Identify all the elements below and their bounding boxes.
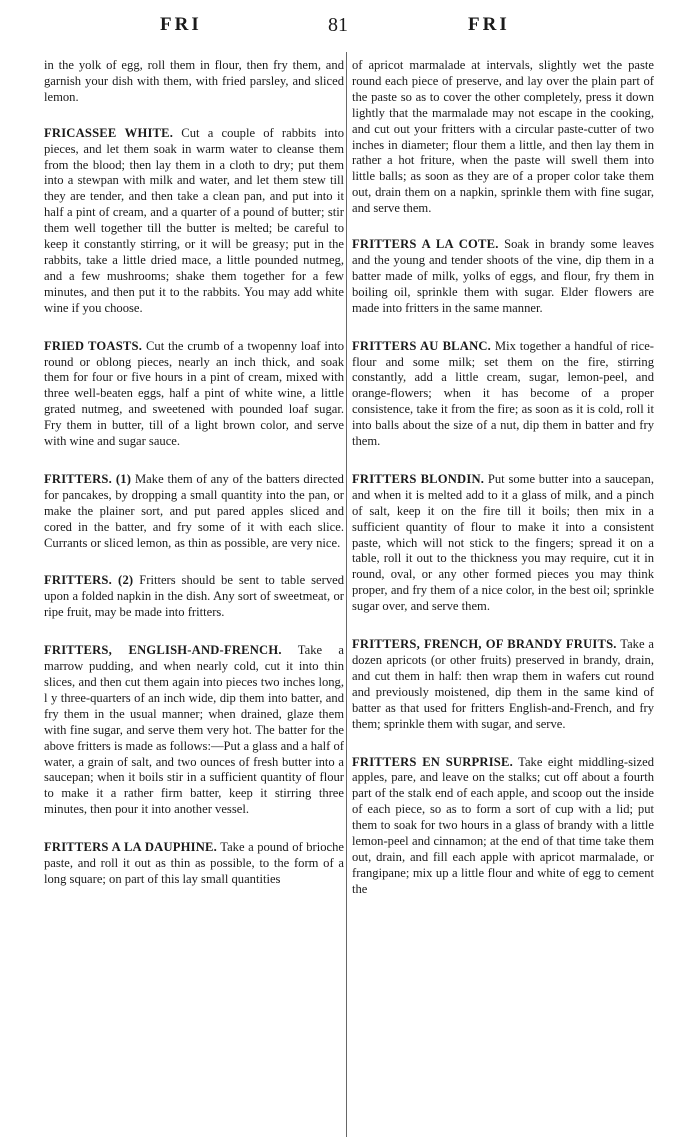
recipe-entry [352, 237, 654, 317]
recipe-text: Cut a couple of rabbits into pieces, and let them soak in warm water to cleanse them from the blood; then lay them in a cloth to dry; put them into a stewpan with milk and water, and let them stew till they are tender, and then take a clean pan, and put into it half a pint of cream, and a quarter of a pound of butter; stir them well together till the butter is melted; be careful to keep it constantly stirring, or it will be greasy; put in the rabbits, take a little dried mace, a little pounded nutmeg, and a few mushrooms; shake them together for a few minutes, and then put it to the rabbits. You may add white wine if you choose. [44, 125, 344, 315]
recipe-entry [352, 58, 654, 217]
recipe-title: FRITTERS EN SURPRISE. [352, 754, 513, 769]
recipe-text: Make them of any of the batters directed for pancakes, by dropping a small quantity into the pan, or make the plainer sort, and put pared apples sliced and cored in the batter, and fry some of it with each slice. Currants or sliced lemon, as thin as possible, are very nice. [44, 471, 344, 550]
recipe-title: FRITTERS. (2) [44, 573, 134, 588]
recipe-entry [352, 472, 654, 615]
recipe-entry [44, 573, 344, 621]
recipe-text: Mix together a handful of rice-flour and some milk; set them on the fire, stirring constantly, add a little cream, sugar, lemon-peel, and orange-flowers; when it has become of a proper consistence, take it from the fire; as soon as it is cold, roll it into balls about the size of a nut, dip them in batter and fry them. [352, 338, 654, 449]
recipe-title: FRITTERS, ENGLISH-AND-FRENCH. [44, 643, 282, 658]
recipe-entry [44, 339, 344, 450]
recipe-text: Take a marrow pudding, and when nearly cold, cut it into thin slices, and then cut them again into pieces two inches long, l y three-quarters of an inch wide, dip them into batter, and fry them in the usual manner; when drained, glaze them with fine sugar, and serve them very hot. The batter for the above fritters is made as follows:—Put a glass and a half of water, a grain of salt, and two ounces of fresh butter into a saucepan; when it boils stir in a sufficient quantity of flour to make it a rather firm batter, keep it stirring three minutes, then pour it into another vessel. [44, 643, 344, 817]
left-column [44, 58, 344, 1138]
recipe-title: FRITTERS BLONDIN. [352, 471, 485, 486]
recipe-text: in the yolk of egg, roll them in flour, then fry them, and garnish your dish with them, with fried parsley, and sliced lemon. [44, 58, 344, 104]
recipe-entry [352, 637, 654, 732]
recipe-text: Put some butter into a saucepan, and when it is melted add to it a glass of milk, and a pinch of salt, keep it on the fire till it boils; then mix in a sufficient quantity of flour to make it into a consistent paste, which will not stick to the fingers; spread it on a table, roll it out to the thickness you may require, cut it in round, oval, or any other formed pieces you may think proper, and fry them of a nice color, in the best oil; sprinkle sugar over, and serve them. [352, 471, 654, 614]
right-column [352, 58, 654, 1138]
recipe-entry [44, 840, 344, 888]
recipe-entry [352, 755, 654, 898]
column-divider [346, 52, 347, 1137]
recipe-title: FRITTERS AU BLANC. [352, 338, 492, 353]
recipe-title: FRITTERS. (1) [44, 471, 132, 486]
running-header [0, 14, 700, 44]
recipe-entry [352, 339, 654, 450]
page-number: 81 [328, 14, 348, 36]
recipe-title: FRITTERS A LA COTE. [352, 237, 499, 252]
recipe-title: FRITTERS, FRENCH, OF BRANDY FRUITS. [352, 637, 617, 652]
recipe-text: Cut the crumb of a twopenny loaf into round or oblong pieces, nearly an inch thick, and soak them for four or five hours in a pint of cream, mixed with three well-beaten eggs, half a pint of white wine, a little grated nutmeg, and sweetened with pounded loaf sugar. Fry them in butter, till of a light brown color, and serve with wine and sugar sauce. [44, 338, 344, 449]
recipe-text: of apricot marmalade at intervals, slightly wet the paste round each piece of preserve, and lay over the plain part of the paste so as to cover the other completely, press it down lightly that the marmalade may not escape in the cooking, and cut out your fritters with a circular paste-cutter of two inches in diameter; flour them a little, and then lay them in rather a hot friture, when the paste will swell them into little balls; as soon as they are of a proper color take them out, drain them on a napkin, sprinkle them with fine sugar, and serve them. [352, 58, 654, 216]
recipe-entry [44, 126, 344, 317]
recipe-title: FRICASSEE WHITE. [44, 125, 174, 140]
header-left: FRI [160, 14, 202, 35]
header-right: FRI [468, 14, 510, 35]
recipe-title: FRIED TOASTS. [44, 338, 143, 353]
recipe-title: FRITTERS A LA DAUPHINE. [44, 840, 217, 855]
recipe-text: Fritters should be sent to table served upon a folded napkin in the dish. Any sort of sweetmeat, or ripe fruit, may be made into fritters. [44, 573, 344, 620]
recipe-text: Take a pound of brioche paste, and roll it out as thin as possible, to the form of a long square; on part of this lay small quantities [44, 840, 344, 886]
recipe-entry [44, 643, 344, 818]
recipe-entry [44, 58, 344, 106]
recipe-text: Soak in brandy some leaves and the young and tender shoots of the vine, dip them in a batter made of milk, yolks of eggs, and flour, fry them in boiling oil, sprinkle them with sugar. Elder flowers are made into fritters in the same manner. [352, 237, 654, 315]
recipe-text: Take eight middling-sized apples, pare, and leave on the stalks; cut off about a fourth part of the stalk end of each apple, and scoop out the inside of each piece, so as to form a sort of cup with a lid; put them to soak for two hours in a glass of brandy with a little lemon-peel and cinnamon; at the end of that time take them out, drain, and fill each apple with apricot marmalade, or frangipane; mix up a little flour and white of egg to cement the [352, 754, 654, 896]
recipe-text: Take a dozen apricots (or other fruits) preserved in brandy, drain, and cut them in half: then wrap them in wafers cut round and previously moistened, dip them in the same kind of batter as that used for fritters English-and-French, and fry them; sprinkle them with sugar, and serve. [352, 637, 654, 731]
recipe-entry [44, 472, 344, 552]
